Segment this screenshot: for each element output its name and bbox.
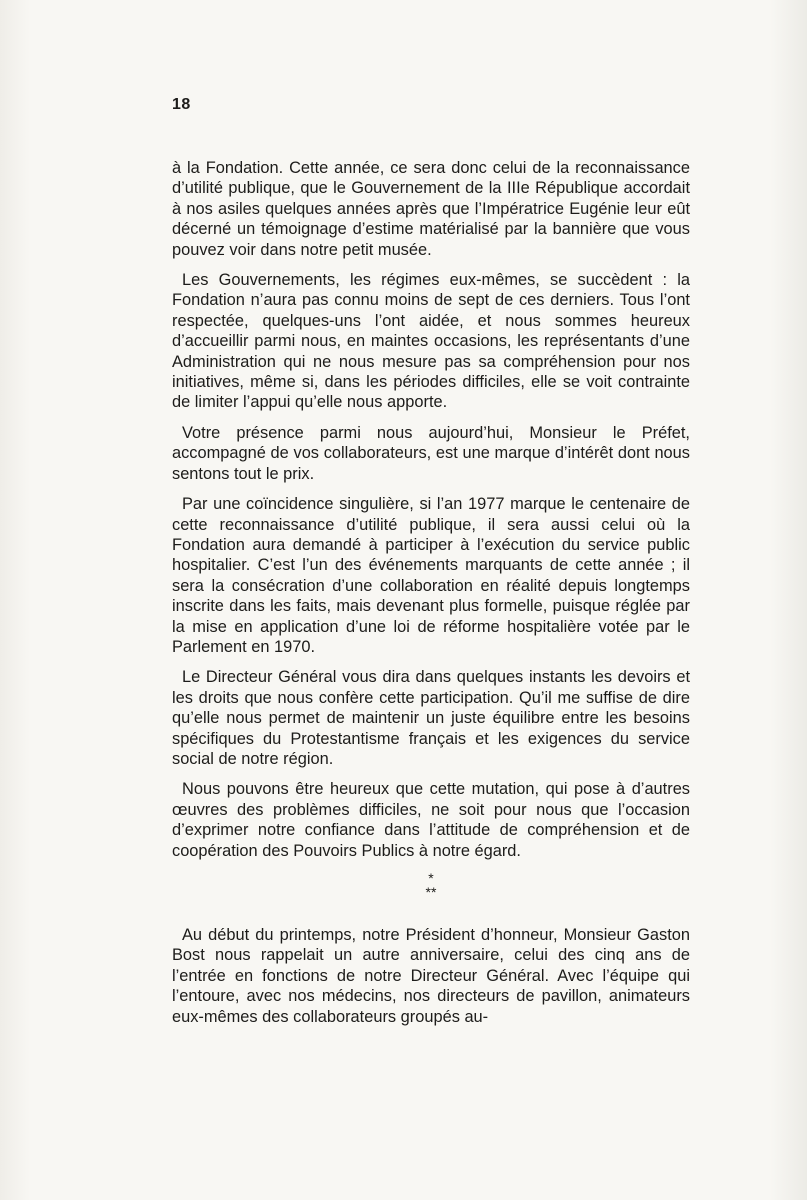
separator-bottom: ** bbox=[425, 884, 437, 900]
paragraph-7: Au début du printemps, notre Président d’honneur, Monsieur Gaston Bost nous rappelait un autre anniversaire, celui des cinq ans de l’entrée en fonctions de notre Directeur Général. Avec l’équipe qui l’entoure, avec nos médecins, nos directeurs de pavillon, animateurs eux-mêmes des collaborateurs groupés au- bbox=[172, 926, 690, 1026]
paragraph-2: Les Gouvernements, les régimes eux-mêmes, se succèdent : la Fondation n’aura pas connu moins de sept de ces derniers. Tous l’ont respectée, quelques-uns l’ont aidée, et nous sommes heureux d’accueillir parmi nous, en maintes occasions, les représentants d’une Administration qui ne nous mesure pas sa compréhension pour nos initiatives, même si, dans les périodes difficiles, elle se voit contrainte de limiter l’appui qu’elle nous apporte. bbox=[172, 271, 690, 412]
body-text bbox=[172, 158, 690, 1037]
section-separator bbox=[172, 871, 690, 899]
paragraph-5: Le Directeur Général vous dira dans quelques instants les devoirs et les droits que nous confère cette participation. Qu’il me suffise de dire qu’elle nous permet de maintenir un juste équilibre entre les besoins spécifiques du Protestantisme français et les exigences du service social de notre région. bbox=[172, 668, 690, 768]
paragraph-4: Par une coïncidence singulière, si l’an 1977 marque le centenaire de cette reconnaissance d’utilité publique, il sera aussi celui où la Fondation aura demandé à participer à l’exécution du service public hospitalier. C’est l’un des événements marquants de cette année ; il sera la consécration d’une collaboration en réalité depuis longtemps inscrite dans les faits, mais devenant plus formelle, puisque réglée par la mise en application d’une loi de réforme hospitalière votée par le Parlement en 1970. bbox=[172, 495, 690, 656]
separator-top: * bbox=[428, 870, 434, 886]
paragraph-3: Votre présence parmi nous aujourd’hui, Monsieur le Préfet, accompagné de vos collaborateurs, est une marque d’intérêt dont nous sentons tout le prix. bbox=[172, 423, 690, 483]
page-number: 18 bbox=[172, 96, 191, 113]
paragraph-6: Nous pouvons être heureux que cette mutation, qui pose à d’autres œuvres des problèmes difficiles, ne soit pour nous que l’occasion d’exprimer notre confiance dans l’attitude de compréhension et de coopération des Pouvoirs Publics à notre égard. bbox=[172, 780, 690, 860]
paragraph-1: à la Fondation. Cette année, ce sera donc celui de la reconnaissance d’utilité publique, que le Gouvernement de la IIIe République accordait à nos asiles quelques années après que l’Impératrice Eugénie leur eût décerné un témoignage d’estime matérialisé par la bannière que vous pouvez voir dans notre petit musée. bbox=[172, 159, 690, 259]
